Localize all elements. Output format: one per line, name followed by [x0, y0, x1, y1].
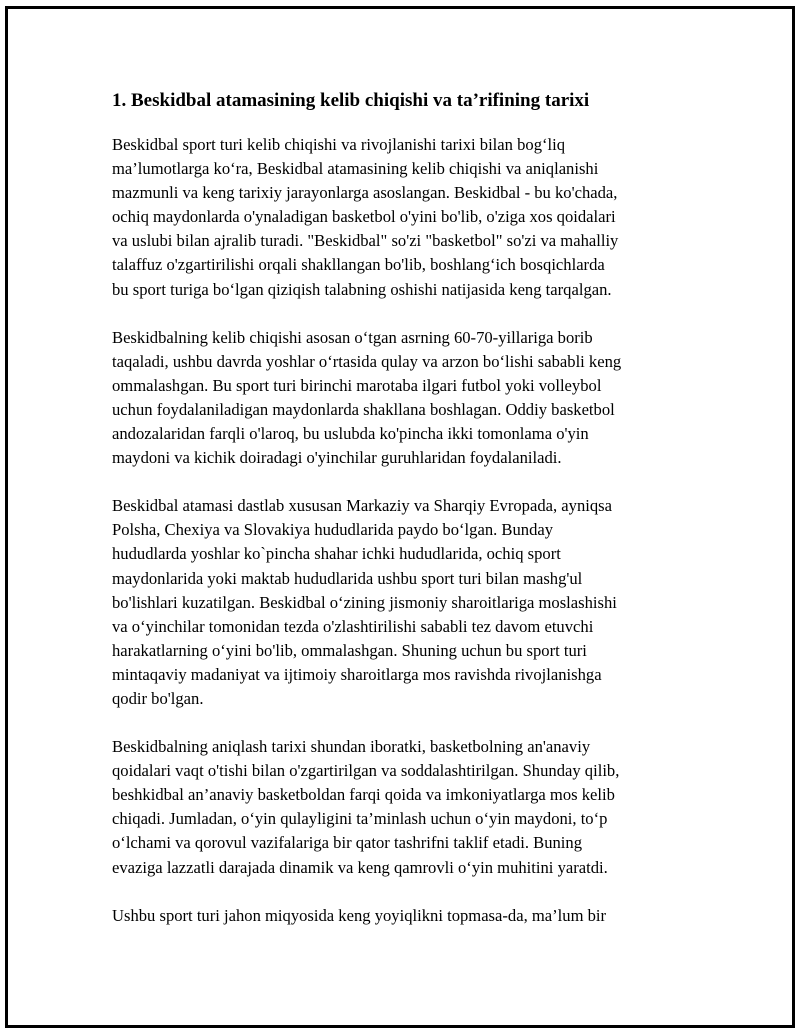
text-line: beshkidbal an’anaviy basketboldan farqi qoida va imkoniyatlarga mos kelib: [112, 785, 615, 805]
text-line: Beskidbalning kelib chiqishi asosan o‘tgan asrning 60-70-yillariga borib: [112, 327, 593, 347]
text-line: uchun foydalaniladigan maydonlarda shakllana boshlagan. Oddiy basketbol: [112, 399, 615, 419]
paragraphs-container: [112, 133, 672, 928]
text-line: bo'lishlari kuzatilgan. Beskidbal o‘zining jismoniy sharoitlariga moslashishi: [112, 592, 617, 612]
text-line: maydonlarida yoki maktab hududlarida ushbu sport turi bilan mashg'ul: [112, 568, 583, 588]
paragraph: [112, 735, 672, 880]
text-line: evaziga lazzatli darajada dinamik va keng qamrovli o‘yin muhitini yaratdi.: [112, 857, 608, 877]
paragraph: [112, 326, 672, 471]
paragraph: [112, 494, 672, 711]
paragraph: [112, 904, 672, 928]
section-heading: 1. Beskidbal atamasining kelib chiqishi va ta’rifining tarixi: [112, 90, 590, 111]
text-line: Beskidbal atamasi dastlab xususan Markaziy va Sharqiy Evropada, ayniqsa: [112, 496, 612, 516]
document-content: [112, 87, 672, 952]
text-line: andozalaridan farqli o'laroq, bu uslubda ko'pincha ikki tomonlama o'yin: [112, 424, 589, 444]
text-line: taqaladi, ushbu davrda yoshlar o‘rtasida qulay va arzon bo‘lishi sababli keng: [112, 351, 622, 371]
text-line: Ushbu sport turi jahon miqyosida keng yoyiqlikni topmasa-da, ma’lum bir: [112, 905, 607, 925]
text-line: chiqadi. Jumladan, o‘yin qulayligini ta’minlash uchun o‘yin maydoni, to‘p: [112, 809, 608, 829]
text-line: Polsha, Chexiya va Slovakiya hududlarida paydo bo‘lgan. Bunday: [112, 520, 554, 540]
text-line: ma’lumotlarga ko‘ra, Beskidbal atamasining kelib chiqishi va aniqlanishi: [112, 159, 599, 179]
text-line: ochiq maydonlarda o'ynaladigan basketbol o'yini bo'lib, o'ziga xos qoidalari: [112, 207, 616, 227]
text-line: bu sport turiga bo‘lgan qiziqish talabning oshishi natijasida keng tarqalgan.: [112, 279, 612, 299]
text-line: o‘lchami va qorovul vazifalariga bir qator tashrifni taklif etadi. Buning: [112, 833, 583, 853]
text-line: mazmunli va keng tarixiy jarayonlarga asoslangan. Beskidbal - bu ko'chada,: [112, 183, 618, 203]
text-line: harakatlarning o‘yini bo'lib, ommalashgan. Shuning uchun bu sport turi: [112, 640, 587, 660]
text-line: Beskidbal sport turi kelib chiqishi va rivojlanishi tarixi bilan bog‘liq: [112, 135, 566, 154]
text-line: maydoni va kichik doiradagi o'yinchilar guruhlaridan foydalaniladi.: [112, 448, 562, 468]
text-line: talaffuz o'zgartirilishi orqali shakllangan bo'lib, boshlang‘ich bosqichlarda: [112, 255, 605, 275]
text-line: qodir bo'lgan.: [112, 688, 204, 708]
text-line: Beskidbalning aniqlash tarixi shundan iboratki, basketbolning an'anaviy: [112, 737, 591, 757]
text-line: va uslubi bilan ajralib turadi. "Beskidbal" so'zi "basketbol" so'zi va mahalliy: [112, 231, 619, 251]
text-line: va o‘yinchilar tomonidan tezda o'zlashtirilishi sababli tez davom etuvchi: [112, 616, 594, 636]
paragraph: [112, 133, 672, 302]
text-line: ommalashgan. Bu sport turi birinchi marotaba ilgari futbol yoki volleybol: [112, 375, 602, 395]
text-line: mintaqaviy madaniyat va ijtimoiy sharoitlarga mos ravishda rivojlanishga: [112, 664, 602, 684]
text-line: hududlarda yoshlar ko`pincha shahar ichki hududlarida, ochiq sport: [112, 544, 561, 564]
text-line: qoidalari vaqt o'tishi bilan o'zgartirilgan va soddalashtirilgan. Shunday qilib,: [112, 761, 620, 781]
